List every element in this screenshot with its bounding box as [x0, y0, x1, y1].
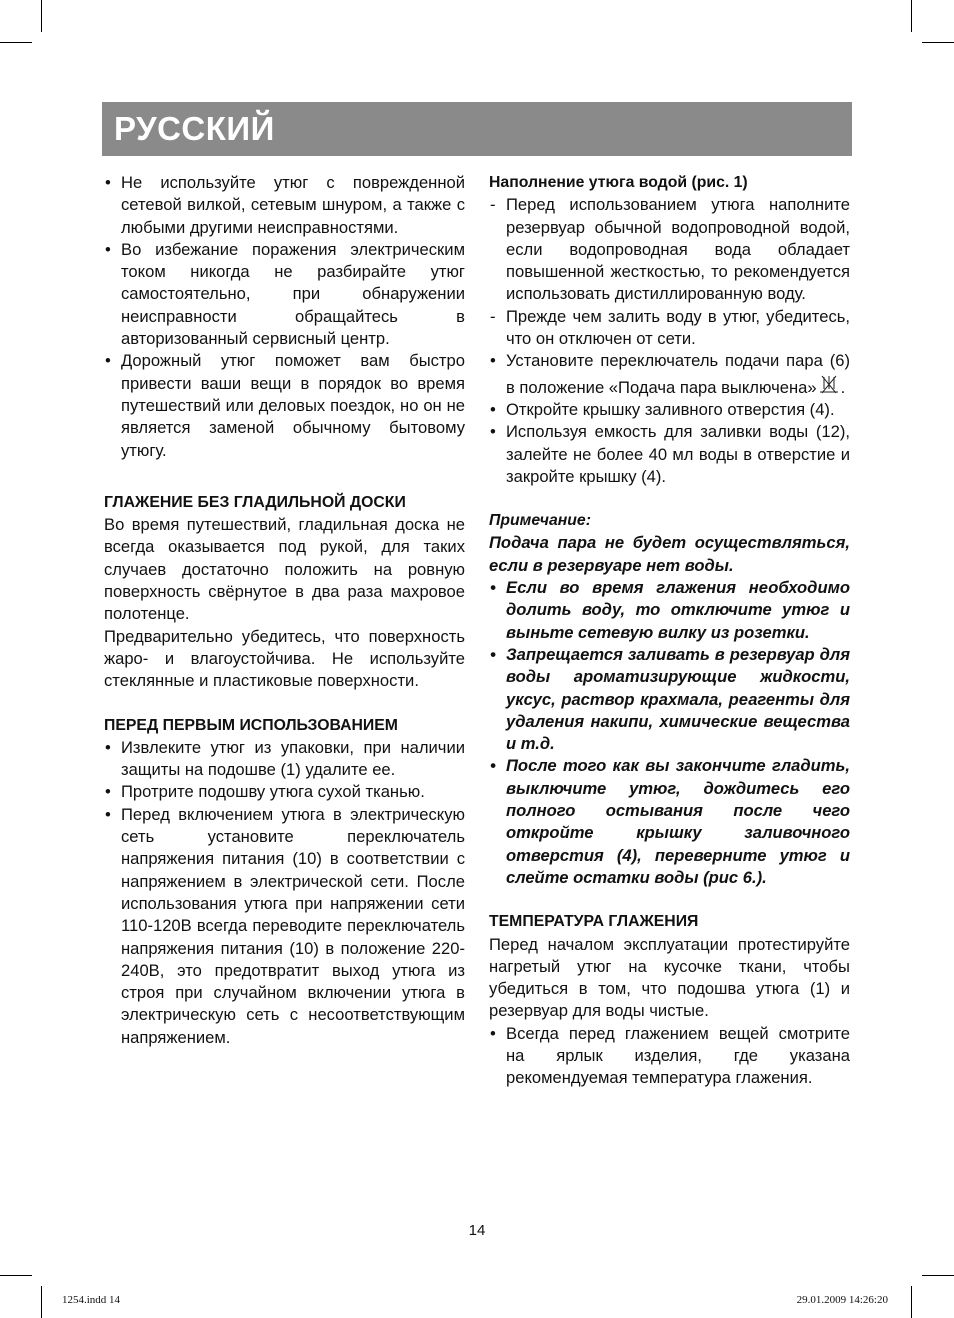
list-item-text: Прежде чем залить воду в утюг, убедитесь, что он отключен от сети.	[506, 306, 850, 349]
crop-mark	[922, 42, 954, 43]
list-item-text: Перед включением утюга в электрическую сеть установите переключатель напряжения питания (10) в соответствии с напряжением в электрической сети. После использования утюга при напряжении сети 110-120В всегда переводите переключатель напряжения питания (10) в положение 220-240В, это предотвратит выход утюга из строя при случайном включении утюга в электрическую сеть с несоответствующим напряжением.	[121, 804, 465, 1047]
list-item-text: После того как вы закончите гладить, выключите утюг, дождитесь его полного остывания после чего откройте крышку заливочного отверстия (4), переверните утюг и слейте остатки воды (рис 6.).	[506, 756, 850, 887]
page-number: 14	[468, 1222, 486, 1239]
list-item-text: Извлеките утюг из упаковки, при наличии защиты на подошве (1) удалите ее.	[121, 737, 465, 780]
note-text: Подача пара не будет осуществляться, если в резервуаре нет воды.	[489, 533, 850, 575]
list-item	[489, 644, 850, 755]
list-item	[104, 737, 465, 782]
bullet-marker: •	[105, 737, 111, 757]
list-item-text: Всегда перед глажением вещей смотрите на ярлык изделия, где указана рекомендуемая температура глажения.	[506, 1023, 850, 1088]
crop-mark	[922, 1275, 954, 1276]
language-header-bar	[102, 102, 852, 156]
list-item-text: Перед использованием утюга наполните резервуар обычной водопроводной водой, если водопроводная вода обладает повышенной жесткостью, то рекомендуется использовать дистиллированную воду.	[506, 195, 850, 304]
paragraph: Перед началом эксплуатации протестируйте нагретый утюг на кусочке ткани, чтобы убедиться в том, что подошва утюга (1) и резервуар для воды чистые.	[489, 934, 850, 1021]
timestamp: 29.01.2009 14:26:20	[796, 1294, 888, 1306]
file-info: 1254.indd 14	[62, 1294, 121, 1306]
bullet-marker: •	[105, 239, 111, 259]
section-heading: Наполнение утюга водой (рис. 1)	[489, 174, 748, 191]
bullet-marker: •	[490, 578, 496, 598]
section-heading: ГЛАЖЕНИЕ БЕЗ ГЛАДИЛЬНОЙ ДОСКИ	[104, 493, 406, 511]
bullet-marker: •	[490, 756, 496, 776]
list-item	[489, 421, 850, 488]
list-item	[104, 804, 465, 1049]
list-item-text: Во избежание поражения электрическим током никогда не разбирайте утюг самостоятельно, при обнаружении неисправности обращайтесь в авторизованный сервисный центр.	[121, 239, 465, 349]
bullet-marker: •	[490, 351, 496, 371]
list-item-text: Установите переключатель подачи пара (6) в положение «Подача пара выключена»	[506, 351, 850, 397]
right-column	[489, 172, 850, 1090]
list-item	[104, 350, 465, 461]
crop-mark	[911, 1286, 912, 1318]
crop-mark	[41, 0, 42, 32]
list-item	[489, 306, 850, 351]
bullet-marker: •	[490, 644, 496, 664]
bullet-marker: •	[105, 351, 111, 371]
list-item	[489, 1023, 850, 1090]
list-item-text: Используя емкость для заливки воды (12), залейте не более 40 мл воды в отверстие и закройте крышку (4).	[506, 422, 850, 486]
list-item-text: Запрещается заливать в резервуар для воды ароматизирующие жидкости, уксус, раствор крахмала, реагенты для удаления накипи, химические вещества и т.д.	[506, 644, 850, 754]
bullet-marker: •	[490, 422, 496, 442]
page-title: РУССКИЙ	[114, 110, 275, 147]
crop-mark	[911, 0, 912, 32]
list-item-text: Не используйте утюг с поврежденной сетевой вилкой, сетевым шнуром, а также с любыми другими неисправностями.	[121, 173, 465, 237]
note-heading: Примечание:	[489, 512, 591, 530]
bullet-marker: •	[490, 1023, 496, 1043]
bullet-marker: •	[490, 399, 496, 419]
list-item-text: Откройте крышку заливного отверстия (4).	[506, 399, 835, 419]
list-item	[104, 781, 465, 803]
bullet-marker: •	[105, 804, 111, 824]
list-item-text: .	[840, 377, 846, 397]
list-item	[104, 239, 465, 350]
list-item-text: Протрите подошву утюга сухой тканью.	[121, 782, 425, 802]
paragraph: Предварительно убедитесь, что поверхность жаро- и влагоустойчива. Не используйте стеклянные и пластиковые поверхности.	[104, 626, 465, 691]
list-item	[489, 399, 850, 421]
section-heading: ПЕРЕД ПЕРВЫМ ИСПОЛЬЗОВАНИЕМ	[104, 716, 398, 734]
list-item	[489, 350, 850, 399]
bullet-marker: •	[105, 173, 111, 192]
dash-marker: -	[490, 195, 496, 215]
list-item	[489, 755, 850, 889]
crop-mark	[41, 1286, 42, 1318]
bullet-marker: •	[105, 782, 111, 802]
dash-marker: -	[490, 306, 496, 326]
steam-off-icon	[817, 373, 841, 395]
list-item	[104, 172, 465, 239]
list-item	[489, 194, 850, 305]
list-item	[489, 577, 850, 644]
list-item-text: Если во время глажения необходимо долить воду, то отключите утюг и выньте сетевую вилку из розетки.	[506, 578, 850, 642]
paragraph: Во время путешествий, гладильная доска не всегда оказывается под рукой, для таких случаев достаточно положить на ровную поверхность свёрнутое в два раза махровое полотенце.	[104, 515, 465, 624]
list-item-text: Дорожный утюг поможет вам быстро привести ваши вещи в порядок во время путешествий или деловых поездок, но он не является заменой обычному бытовому утюгу.	[121, 351, 465, 460]
crop-mark	[0, 1275, 32, 1276]
left-column	[104, 172, 465, 1049]
crop-mark	[0, 42, 32, 43]
section-heading: ТЕМПЕРАТУРА ГЛАЖЕНИЯ	[489, 913, 699, 931]
